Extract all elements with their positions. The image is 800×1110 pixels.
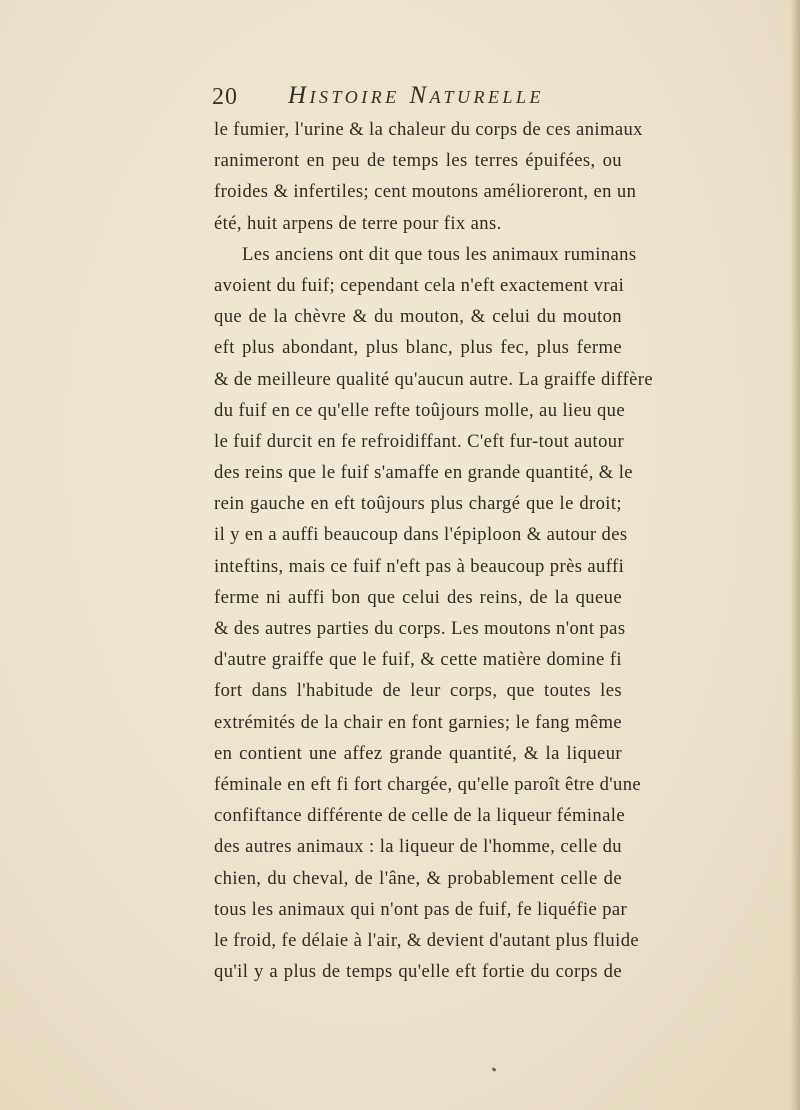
text-line: extrémités de la chair en font garnies; le fang même: [214, 711, 622, 733]
text-line: chien, du cheval, de l'âne, & probablement celle de: [214, 867, 622, 889]
text-line: confiftance différente de celle de la liqueur féminale: [214, 805, 625, 827]
text-line: qu'il y a plus de temps qu'elle eft fortie du corps de: [214, 961, 622, 983]
text-line: féminale en eft fi fort chargée, qu'elle paroît être d'une: [214, 773, 642, 795]
text-line: ferme ni auffi bon que celui des reins, de la queue: [214, 586, 622, 608]
text-line: le fumier, l'urine & la chaleur du corps de ces animaux: [214, 119, 643, 140]
text-line: inteftins, mais ce fuif n'eft pas à beaucoup près auffi: [214, 555, 625, 577]
text-line: en contient une affez grande quantité, & la liqueur: [214, 742, 622, 764]
text-line: fort dans l'habitude de leur corps, que toutes les: [214, 680, 622, 702]
text-line: rein gauche en eft toûjours plus chargé que le droit;: [214, 493, 622, 515]
text-line: Les anciens ont dit que tous les animaux ruminans: [242, 243, 637, 265]
text-line: il y en a auffi beaucoup dans l'épiploon & autour des: [214, 524, 628, 546]
text-line: que de la chèvre & du mouton, & celui du mouton: [214, 306, 622, 328]
text-line: des autres animaux : la liqueur de l'homme, celle du: [214, 836, 622, 858]
text-line: froides & infertiles; cent moutons amélioreront, en un: [214, 181, 637, 203]
text-line: eft plus abondant, plus blanc, plus fec, plus ferme: [214, 337, 622, 359]
text-line: avoient du fuif; cependant cela n'eft exactement vrai: [214, 274, 625, 296]
page-header: [212, 82, 632, 114]
text-line: & de meilleure qualité qu'aucun autre. La graiffe diffère: [214, 368, 653, 390]
page-edge-shadow: [790, 0, 800, 1110]
body-text: [214, 114, 653, 987]
paper-speck: [492, 1067, 497, 1072]
text-line: le fuif durcit en fe refroidiffant. C'eft fur-tout autour: [214, 430, 625, 452]
running-title: Histoire Naturelle: [288, 82, 544, 109]
text-line: des reins que le fuif s'amaffe en grande quantité, & le: [214, 462, 633, 484]
text-line: & des autres parties du corps. Les moutons n'ont pas: [214, 618, 626, 639]
text-line: tous les animaux qui n'ont pas de fuif, fe liquéfie par: [214, 898, 628, 920]
text-line: du fuif en ce qu'elle refte toûjours molle, au lieu que: [214, 399, 626, 421]
page-number: 20: [212, 84, 238, 110]
text-line: ranimeront en peu de temps les terres épuifées, ou: [214, 150, 622, 172]
text-line: été, huit arpens de terre pour fix ans.: [214, 212, 502, 234]
text-line: le froid, fe délaie à l'air, & devient d'autant plus fluide: [214, 929, 640, 951]
text-line: d'autre graiffe que le fuif, & cette matière domine fi: [214, 649, 622, 671]
